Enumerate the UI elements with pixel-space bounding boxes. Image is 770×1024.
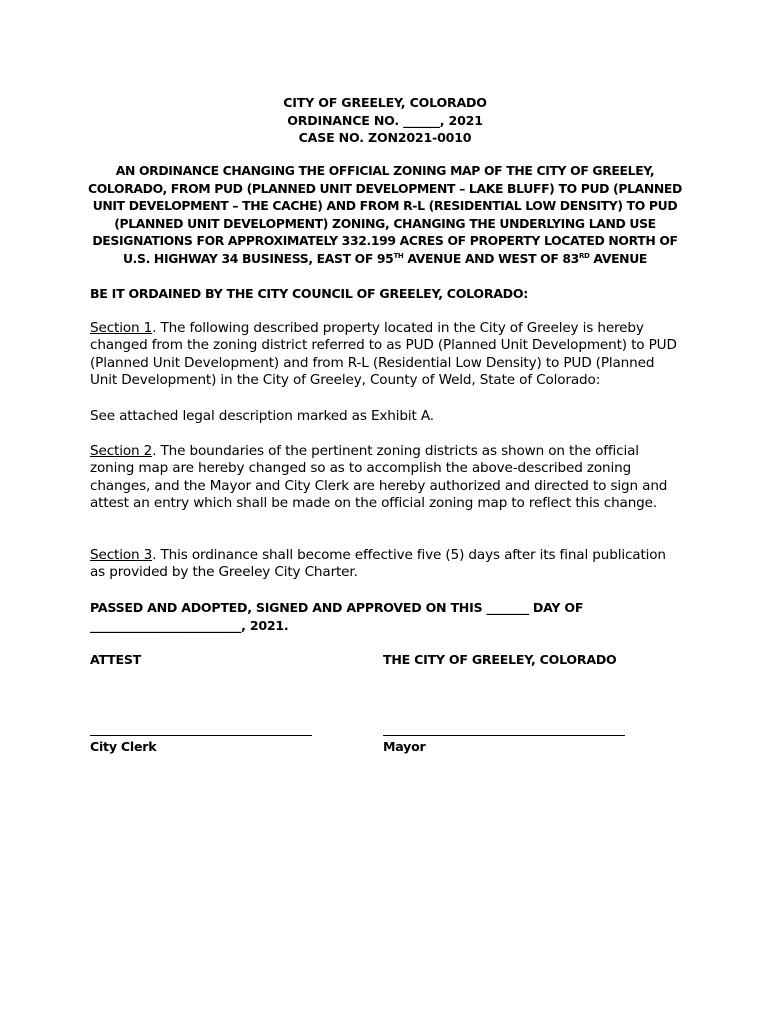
ordained-statement: BE IT ORDAINED BY THE CITY COUNCIL OF GREELEY, COLORADO:	[90, 286, 528, 301]
section-1-label: Section 1	[90, 320, 153, 336]
title-superscript-rd: RD	[578, 251, 590, 260]
title-superscript-th: TH	[393, 251, 404, 260]
ordinance-number: ORDINANCE NO. ______, 2021	[287, 112, 483, 128]
passed-line-2: _________________________, 2021.	[90, 617, 289, 633]
document-header	[90, 94, 680, 147]
section-3-label: Section 3	[90, 547, 153, 563]
title-text-1: AN ORDINANCE CHANGING THE OFFICIAL ZONING MAP OF THE CITY OF GREELEY, COLORADO, FROM PUD (PLANNED UNIT DEVELOPMENT – LAKE BLUFF) TO PUD (PLANNED UNIT DEVELOPMENT – THE CACHE) AND FROM R-L (RESIDENTIAL LOW DENSITY) TO PUD (PLANNED UNIT DEVELOPMENT) ZONING, CHANGING THE UNDERLYING LAND USE DESIGNATIONS FOR APPROXIMATELY 332.199 ACRES OF PROPERTY LOCATED NORTH OF U.S. HIGHWAY 34 BUSINESS, EAST OF 95	[88, 163, 682, 266]
mayor-signature-line	[383, 735, 625, 736]
section-3-paragraph	[90, 547, 680, 582]
title-text-3: AVENUE	[589, 250, 648, 266]
attest-heading: ATTEST	[90, 652, 142, 667]
exhibit-paragraph: See attached legal description marked as Exhibit A.	[90, 408, 434, 424]
section-2-paragraph	[90, 443, 680, 513]
passed-adopted-statement	[90, 599, 680, 634]
clerk-signature-line	[90, 735, 312, 736]
city-signature-heading: THE CITY OF GREELEY, COLORADO	[383, 652, 617, 667]
title-text-2: AVENUE AND WEST OF 83	[403, 250, 579, 266]
section-2-text: . The boundaries of the pertinent zoning districts as shown on the official zoning map are hereby changed so as to accomplish the above-described zoning changes, and the Mayor and City Clerk are hereby authorized and directed to sign and attest an entry which shall be made on the official zoning map to reflect this change.	[90, 443, 668, 512]
section-1-paragraph	[90, 320, 680, 390]
mayor-label: Mayor	[383, 739, 426, 754]
passed-line-1: PASSED AND ADOPTED, SIGNED AND APPROVED ON THIS _______ DAY OF	[90, 600, 584, 615]
city-clerk-label: City Clerk	[90, 739, 157, 754]
section-2-label: Section 2	[90, 443, 153, 459]
ordinance-title	[88, 162, 682, 268]
section-1-text: . The following described property located in the City of Greeley is hereby changed from the zoning district referred to as PUD (Planned Unit Development) to PUD (Planned Unit Development) and from R-L (Residential Low Density) to PUD (Planned Unit Development) in the City of Greeley, County of Weld, State of Colorado:	[90, 320, 677, 389]
section-3-text: . This ordinance shall become effective five (5) days after its final publication as provided by the Greeley City Charter.	[90, 547, 666, 581]
case-number: CASE NO. ZON2021-0010	[298, 130, 472, 145]
city-heading: CITY OF GREELEY, COLORADO	[283, 95, 487, 110]
